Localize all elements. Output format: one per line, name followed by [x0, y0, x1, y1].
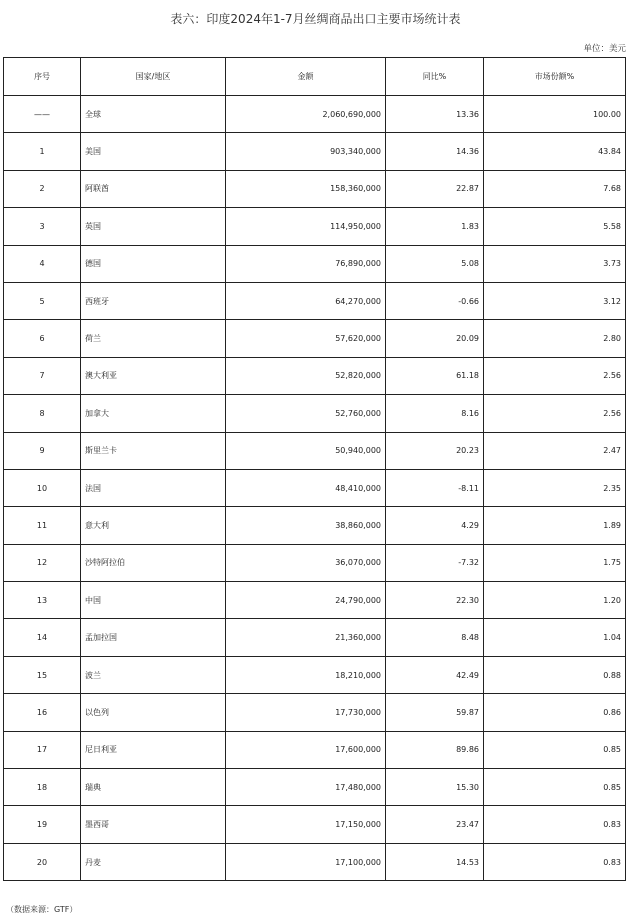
row-country: 中国: [81, 582, 226, 619]
table-title: 表六：印度2024年1-7月丝绸商品出口主要市场统计表: [170, 12, 461, 26]
export-market-table: [3, 57, 626, 881]
row-yoy: -7.32: [386, 544, 484, 581]
row-amount: 21,360,000: [226, 619, 386, 656]
table-row: [4, 694, 626, 731]
row-yoy: 89.86: [386, 731, 484, 768]
row-country: 美国: [81, 133, 226, 170]
row-index: 12: [4, 544, 81, 581]
row-index: 14: [4, 619, 81, 656]
row-share: 5.58: [484, 208, 626, 245]
row-country: 以色列: [81, 694, 226, 731]
row-amount: 2,060,690,000: [226, 96, 386, 133]
row-share: 0.85: [484, 731, 626, 768]
table-row: [4, 170, 626, 207]
row-country: 阿联酋: [81, 170, 226, 207]
row-yoy: 23.47: [386, 806, 484, 843]
table-body: [4, 96, 626, 881]
table-row: [4, 208, 626, 245]
unit-label: 单位：美元: [583, 44, 626, 54]
row-yoy: 14.53: [386, 843, 484, 880]
row-country: 法国: [81, 469, 226, 506]
row-index: 15: [4, 656, 81, 693]
row-index: 17: [4, 731, 81, 768]
row-country: 西班牙: [81, 282, 226, 319]
table-row: [4, 507, 626, 544]
row-country: 澳大利亚: [81, 357, 226, 394]
row-index: 9: [4, 432, 81, 469]
row-share: 2.35: [484, 469, 626, 506]
row-yoy: 14.36: [386, 133, 484, 170]
row-index: 1: [4, 133, 81, 170]
table-row: [4, 432, 626, 469]
row-yoy: 42.49: [386, 656, 484, 693]
row-index: 11: [4, 507, 81, 544]
header-share: 市场份额%: [484, 58, 626, 96]
row-country: 斯里兰卡: [81, 432, 226, 469]
row-amount: 17,480,000: [226, 769, 386, 806]
row-index: ——: [4, 96, 81, 133]
row-amount: 64,270,000: [226, 282, 386, 319]
row-share: 2.47: [484, 432, 626, 469]
table-row: [4, 96, 626, 133]
row-country: 全球: [81, 96, 226, 133]
row-amount: 24,790,000: [226, 582, 386, 619]
header-country: 国家/地区: [81, 58, 226, 96]
table-row: [4, 357, 626, 394]
row-yoy: -8.11: [386, 469, 484, 506]
row-country: 沙特阿拉伯: [81, 544, 226, 581]
row-country: 墨西哥: [81, 806, 226, 843]
row-amount: 52,760,000: [226, 395, 386, 432]
table-row: [4, 731, 626, 768]
row-country: 波兰: [81, 656, 226, 693]
row-share: 0.85: [484, 769, 626, 806]
row-index: 19: [4, 806, 81, 843]
table-row: [4, 656, 626, 693]
row-share: 1.20: [484, 582, 626, 619]
row-share: 0.88: [484, 656, 626, 693]
row-index: 6: [4, 320, 81, 357]
table-row: [4, 282, 626, 319]
row-country: 丹麦: [81, 843, 226, 880]
row-country: 意大利: [81, 507, 226, 544]
row-yoy: 59.87: [386, 694, 484, 731]
table-row: [4, 619, 626, 656]
row-share: 1.04: [484, 619, 626, 656]
row-yoy: 8.48: [386, 619, 484, 656]
row-amount: 48,410,000: [226, 469, 386, 506]
row-amount: 52,820,000: [226, 357, 386, 394]
table-row: [4, 245, 626, 282]
header-yoy: 同比%: [386, 58, 484, 96]
row-index: 18: [4, 769, 81, 806]
row-share: 43.84: [484, 133, 626, 170]
table-header-row: [4, 58, 626, 96]
row-amount: 38,860,000: [226, 507, 386, 544]
table-row: [4, 582, 626, 619]
row-index: 7: [4, 357, 81, 394]
row-yoy: -0.66: [386, 282, 484, 319]
row-amount: 17,730,000: [226, 694, 386, 731]
row-share: 2.56: [484, 357, 626, 394]
row-index: 4: [4, 245, 81, 282]
row-share: 0.86: [484, 694, 626, 731]
row-country: 荷兰: [81, 320, 226, 357]
row-yoy: 20.23: [386, 432, 484, 469]
row-share: 2.56: [484, 395, 626, 432]
row-amount: 17,600,000: [226, 731, 386, 768]
row-yoy: 61.18: [386, 357, 484, 394]
row-index: 10: [4, 469, 81, 506]
row-amount: 18,210,000: [226, 656, 386, 693]
row-amount: 50,940,000: [226, 432, 386, 469]
row-index: 20: [4, 843, 81, 880]
row-index: 8: [4, 395, 81, 432]
row-country: 德国: [81, 245, 226, 282]
table-row: [4, 469, 626, 506]
row-index: 13: [4, 582, 81, 619]
row-country: 孟加拉国: [81, 619, 226, 656]
header-index: 序号: [4, 58, 81, 96]
table-row: [4, 320, 626, 357]
row-amount: 57,620,000: [226, 320, 386, 357]
row-country: 尼日利亚: [81, 731, 226, 768]
row-yoy: 22.87: [386, 170, 484, 207]
row-yoy: 1.83: [386, 208, 484, 245]
data-source-note: （数据来源：GTF）: [6, 905, 78, 914]
row-yoy: 22.30: [386, 582, 484, 619]
row-yoy: 5.08: [386, 245, 484, 282]
row-yoy: 13.36: [386, 96, 484, 133]
row-share: 0.83: [484, 843, 626, 880]
header-amount: 金额: [226, 58, 386, 96]
row-yoy: 8.16: [386, 395, 484, 432]
row-amount: 17,150,000: [226, 806, 386, 843]
table-row: [4, 843, 626, 880]
row-index: 5: [4, 282, 81, 319]
row-yoy: 4.29: [386, 507, 484, 544]
row-index: 2: [4, 170, 81, 207]
row-share: 100.00: [484, 96, 626, 133]
row-share: 7.68: [484, 170, 626, 207]
row-country: 英国: [81, 208, 226, 245]
row-share: 3.73: [484, 245, 626, 282]
row-share: 1.89: [484, 507, 626, 544]
table-row: [4, 133, 626, 170]
row-amount: 17,100,000: [226, 843, 386, 880]
row-yoy: 20.09: [386, 320, 484, 357]
row-yoy: 15.30: [386, 769, 484, 806]
row-share: 2.80: [484, 320, 626, 357]
table-row: [4, 769, 626, 806]
table-row: [4, 395, 626, 432]
row-index: 16: [4, 694, 81, 731]
row-amount: 76,890,000: [226, 245, 386, 282]
row-country: 加拿大: [81, 395, 226, 432]
row-amount: 903,340,000: [226, 133, 386, 170]
row-share: 1.75: [484, 544, 626, 581]
row-share: 3.12: [484, 282, 626, 319]
row-share: 0.83: [484, 806, 626, 843]
row-country: 瑞典: [81, 769, 226, 806]
row-index: 3: [4, 208, 81, 245]
table-row: [4, 544, 626, 581]
table-row: [4, 806, 626, 843]
row-amount: 114,950,000: [226, 208, 386, 245]
row-amount: 36,070,000: [226, 544, 386, 581]
row-amount: 158,360,000: [226, 170, 386, 207]
